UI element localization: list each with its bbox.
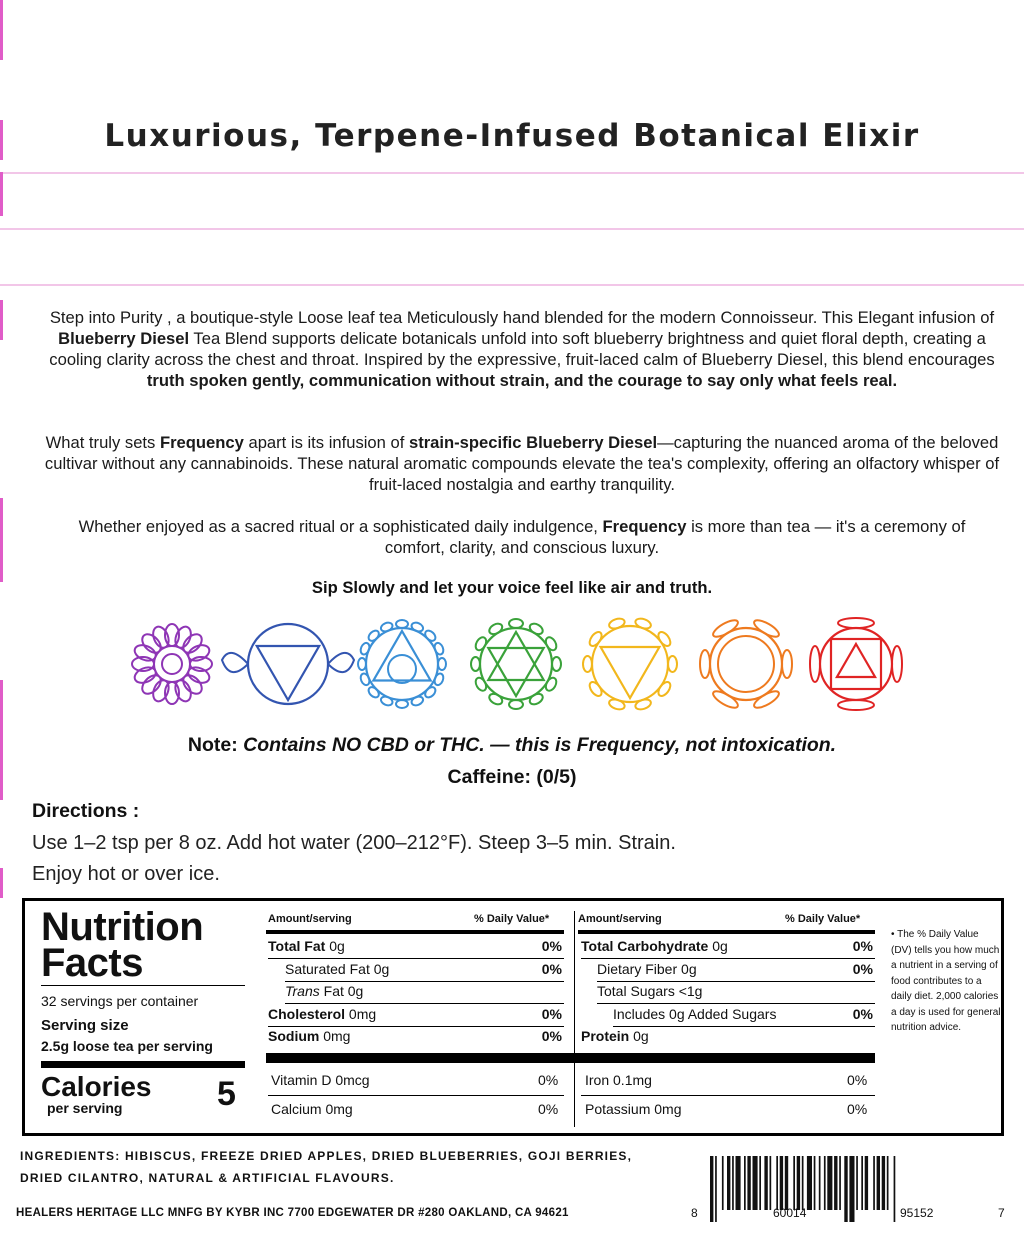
nutrient-label: Total Fat [268,938,330,954]
nutrient-pct: 0% [541,938,562,954]
amount-header-right: Amount/serving [578,913,662,925]
edge-mark [0,498,3,582]
dv-header: % Daily Value* [474,913,550,925]
nutrient-pct: 0% [852,938,873,954]
nutrient-label: Sodium [268,1028,324,1044]
note-label: Note: [187,734,238,756]
daily-value-footnote: • The % Daily Value (DV) tells you how much a nutrient in a serving of food contributes to a daily diet. 2,000 calories a day is used for general nutrition advice. [891,929,1001,1033]
throat-chakra-icon [358,620,446,708]
edge-mark [0,172,3,216]
nutrient-label: Protein [581,1028,634,1044]
barcode-bar [882,1156,885,1210]
barcode-bar [839,1156,841,1210]
directions-heading: Directions : [32,800,140,822]
barcode-bar [824,1156,826,1210]
rule-heavy [266,1053,875,1063]
nutrient-value: 0g [712,938,728,954]
text: What truly sets [45,433,160,452]
text: Tea Blend supports delicate botanicals unfold into soft blueberry brightness and quiet floral depth, creating a cooling clarity across the chest and throat. Inspired by the expressive, fruit-laced calm of Blueberry Diesel, this blend encourages [49,329,995,369]
nutrient-value: 0g [633,1028,649,1044]
nutrient-row [613,1006,776,1022]
calories-subtitle: per serving [47,1100,123,1116]
nutrient-pct: 0% [852,961,873,977]
barcode-bar [894,1156,896,1222]
manufacturer-address: HEALERS HERITAGE LLC MNFG BY KYBR INC 7700 EDGEWATER DR #280 OAKLAND, CA 94621 [16,1207,569,1219]
edge-mark [0,300,3,340]
barcode-bar [877,1156,880,1210]
vitamin-label: Potassium 0mg [585,1101,682,1117]
note-text: Contains NO CBD or THC. — this is Frequency, not intoxication. [243,734,837,756]
sip-line: Sip Slowly and let your voice feel like air and truth. [311,578,713,597]
bold-text: truth spoken gently, communication without strain, and the courage to say only what feels real. [146,371,898,390]
solar-plexus-chakra-icon [583,617,677,711]
barcode-bar [814,1156,816,1210]
barcode-bar [844,1156,847,1222]
description-paragraph-3 [50,516,994,558]
description-paragraph-2 [30,432,1014,495]
nutrient-value: 0g [373,961,390,977]
barcode-bar [732,1156,734,1210]
barcode-bar [715,1156,717,1222]
barcode-bar [856,1156,858,1210]
nutrient-row [268,938,345,954]
barcode-bar [834,1156,837,1210]
nutrient-label: Total Carbohydrate [581,938,713,954]
text: Whether enjoyed as a sacred ritual or a sophisticated daily indulgence, [78,517,603,536]
barcode-bar [776,1156,778,1210]
barcode-bar [865,1156,868,1210]
nutrient-value: 0mg [323,1028,351,1044]
amount-header: Amount/serving [268,913,352,925]
guide-line [0,284,1024,286]
nutrient-row [581,938,728,954]
nutrient-value: 0mg [348,1006,377,1022]
calories-value: 5 [217,1075,236,1113]
barcode-bar [780,1156,783,1210]
third-eye-chakra-icon [222,624,354,704]
barcode-digit-4: 7 [998,1206,1005,1220]
row-rule [268,1095,564,1096]
rule-thick [41,1061,245,1068]
vitamin-label: Iron 0.1mg [585,1072,652,1088]
guide-line [0,228,1024,230]
barcode-bar [744,1156,746,1210]
servings-per-container: 32 servings per container [41,993,199,1009]
text: apart is its infusion of [243,433,409,452]
barcode [688,1152,1010,1224]
guide-line [0,172,1024,174]
nutrient-row [268,1028,350,1044]
nutrition-title [41,905,204,985]
barcode-bar [727,1156,730,1210]
nutrition-title-line-2: Facts [41,941,143,985]
serving-size-label: Serving size [41,1017,129,1034]
text: is more than tea — it's a ceremony of comfort, clarity, and conscious luxury. [384,517,966,557]
nutrient-pct: 0% [541,961,562,977]
ingredients-line-1: INGREDIENTS: HIBISCUS, FREEZE DRIED APPLES, DRIED BLUEBERRIES, GOJI BERRIES, [20,1149,633,1163]
row-rule [613,1026,875,1027]
barcode-bar [887,1156,889,1210]
edge-mark [0,868,3,898]
nutrition-title-line-1: Nutrition [41,905,204,949]
nutrient-value: <1g [678,983,703,999]
row-rule [285,1003,564,1004]
barcode-digits-3: 95152 [900,1206,934,1220]
column-divider [574,911,575,1127]
vitamin-label: Calcium 0mg [271,1101,353,1117]
vitamin-pct: 0% [538,1072,559,1088]
description-paragraph-1 [30,307,1014,391]
barcode-bar [873,1156,875,1210]
row-rule [597,1003,875,1004]
barcode-bar [807,1156,812,1210]
rule-thick [266,930,564,934]
nutrient-row [285,983,363,999]
nutrient-row [597,961,697,977]
nutrient-row [597,983,702,999]
barcode-bar [827,1156,832,1210]
root-chakra-icon [810,618,902,710]
text: —capturing the nuanced aroma of the beloved cultivar without any cannabinoids. These natural aromatic compounds elevate the tea's complexity, offering an olfactory whisper of fruit-laced nostalgia and earthy tranquility. [44,433,1000,494]
barcode-bar [861,1156,863,1210]
crown-chakra-icon [132,624,212,704]
barcode-bar [747,1156,750,1210]
directions-line-1: Use 1–2 tsp per 8 oz. Add hot water (200–212°F). Steep 3–5 min. Strain. [32,832,676,854]
nutrient-row [268,1006,376,1022]
nutrient-label: Total Sugars [597,983,679,999]
barcode-digit-1: 8 [691,1206,698,1220]
vitamin-pct: 0% [847,1101,868,1117]
nutrient-label: Saturated Fat [285,961,374,977]
calories-label: Calories [41,1071,152,1102]
barcode-bar [764,1156,767,1210]
nutrient-pct: 0% [541,1028,562,1044]
barcode-bar [793,1156,795,1210]
nutrient-row [285,961,389,977]
ingredients [20,1145,632,1189]
rule-thick [578,930,875,934]
row-rule [285,981,564,982]
barcode-digits-2: 60014 [773,1206,807,1220]
nutrient-row [581,1028,649,1044]
nutrient-value: 0g [329,938,345,954]
rule [41,985,245,986]
text: Step into Purity , a boutique-style Loose leaf tea Meticulously hand blended for the modern Connoisseur. This Elegant infusion of [49,308,995,327]
nutrient-label: Dietary Fiber [597,961,682,977]
row-rule [268,958,564,959]
caffeine-rating: Caffeine: (0/5) [447,766,577,788]
nutrient-label: Cholesterol [268,1006,349,1022]
nutrient-pct: 0% [852,1006,873,1022]
sacral-chakra-icon [700,617,792,711]
barcode-bar [736,1156,741,1210]
barcode-bar [759,1156,761,1210]
barcode-bar [770,1156,772,1210]
nutrient-value: 0g [347,983,364,999]
barcode-bar [753,1156,758,1210]
nutrition-facts-panel [22,898,1004,1136]
page-title: Luxurious, Terpene-Infused Botanical Elixir [104,118,920,154]
barcode-bar [785,1156,788,1210]
directions-line-2: Enjoy hot or over ice. [32,863,220,885]
vitamin-pct: 0% [538,1101,559,1117]
bold-text: Frequency [602,517,687,536]
nutrient-label: Includes 0g Added Sugars [613,1006,777,1022]
chakra-icons-row [112,610,912,720]
bold-text: Frequency [159,433,244,452]
dv-header-right: % Daily Value* [785,913,861,925]
row-rule [597,981,875,982]
nutrient-label: Trans [285,983,320,999]
nutrient-value: 0g [681,961,697,977]
row-rule [581,1095,875,1096]
nutrient-label: Fat [319,983,348,999]
vitamin-pct: 0% [847,1072,868,1088]
barcode-bar [849,1156,854,1222]
barcode-bar [802,1156,804,1210]
barcode-bar [819,1156,821,1210]
barcode-bar [722,1156,724,1210]
row-rule [268,1026,564,1027]
vitamin-label: Vitamin D 0mcg [271,1072,370,1088]
barcode-bar [710,1156,713,1222]
note-line [0,734,1024,757]
barcode-bar [797,1156,800,1210]
row-rule [581,958,875,959]
ingredients-line-2: DRIED CILANTRO, NATURAL & ARTIFICIAL FLAVOURS. [20,1171,395,1185]
edge-mark [0,0,3,60]
serving-size-value: 2.5g loose tea per serving [41,1038,213,1054]
bold-text: strain-specific Blueberry Diesel [408,433,658,452]
nutrient-pct: 0% [541,1006,562,1022]
heart-chakra-icon [471,619,561,709]
bold-text: Blueberry Diesel [58,329,190,348]
